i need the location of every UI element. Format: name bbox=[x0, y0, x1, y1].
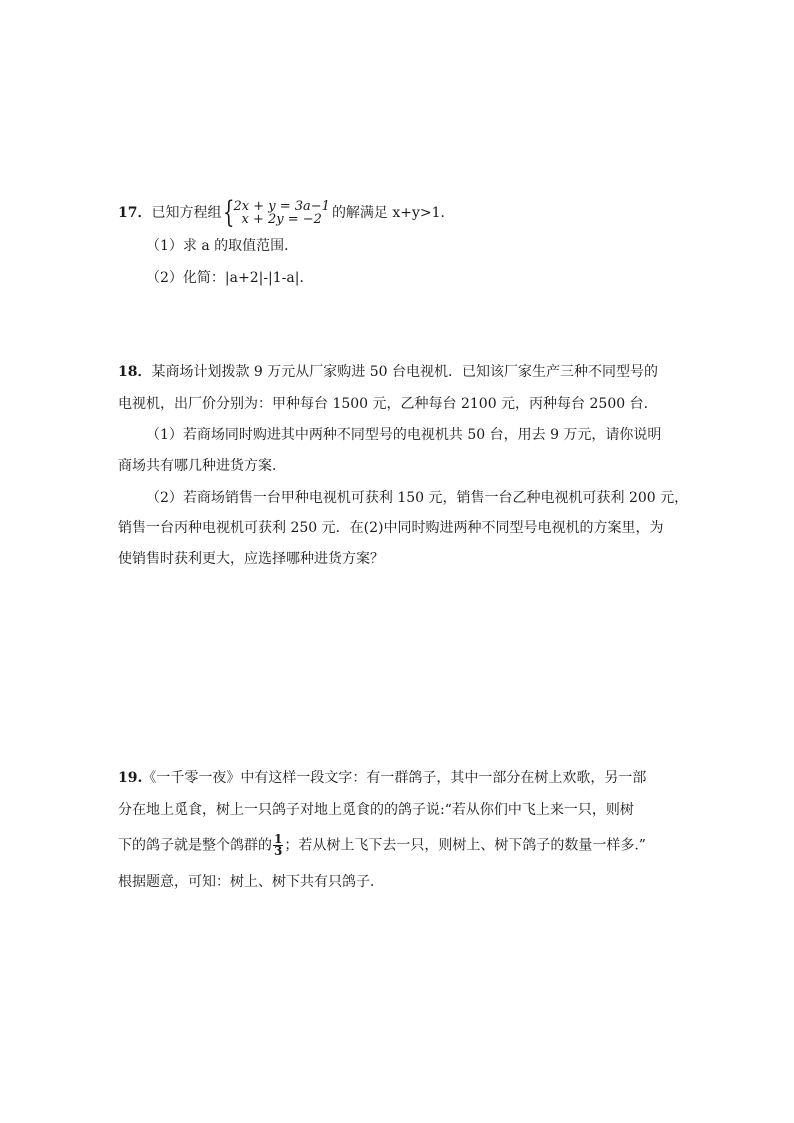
equation-2: x + 2y = −2 bbox=[241, 212, 322, 227]
brace-symbol: { bbox=[223, 195, 235, 230]
equation-system bbox=[223, 195, 330, 230]
q18-line2: 电视机，出厂价分别为：甲种每台 1500 元，乙种每台 2100 元，丙种每台 2500 台． bbox=[118, 396, 658, 412]
q17-number: 17． bbox=[118, 205, 152, 221]
q18-part2-line3: 使销售时获利更大，应选择哪种进货方案？ bbox=[118, 551, 384, 567]
q19-line3-post: ；若从树上飞下去一只，则树上、树下鸽子的数量一样多.” bbox=[284, 837, 646, 854]
q19-number: 19. bbox=[118, 770, 143, 786]
q19-line2: 分在地上觅食，树上一只鸽子对地上觅食的的鸽子说:“若从你们中飞上来一只，则树 bbox=[118, 802, 634, 818]
q18-line1-text: 某商场计划拨款 9 万元从厂家购进 50 台电视机．已知该厂家生产三种不同型号的 bbox=[151, 364, 659, 380]
q18-part2-line2: 销售一台丙种电视机可获利 250 元．在(2)中同时购进两种不同型号电视机的方案里，为 bbox=[118, 520, 664, 536]
q19-line3 bbox=[118, 834, 646, 857]
fraction-numerator: 1 bbox=[274, 832, 283, 846]
fraction-one-third bbox=[273, 834, 283, 857]
q19-line4: 根据题意，可知：树上、树下共有只鸽子． bbox=[118, 874, 384, 890]
q18-line1 bbox=[118, 362, 658, 382]
q19-line3-pre: 下的鸽子就是整个鸽群的 bbox=[118, 837, 272, 854]
q19-line1 bbox=[118, 768, 646, 788]
q18-number: 18． bbox=[118, 364, 152, 380]
q19-line1-text: 《一千零一夜》中有这样一段文字：有一群鸽子，其中一部分在树上欢歌，另一部 bbox=[142, 770, 647, 786]
q17-stem-pre: 已知方程组 bbox=[151, 205, 222, 221]
q18-part1-line2: 商场共有哪几种进货方案． bbox=[118, 458, 286, 474]
q17-part2: （2）化简：|a+2|-|1-a|． bbox=[146, 270, 314, 286]
q17-part1: （1）求 a 的取值范围． bbox=[146, 238, 299, 254]
q17-stem bbox=[118, 195, 455, 230]
q18-part2-line1: （2）若商场销售一台甲种电视机可获利 150 元，销售一台乙种电视机可获利 200 元， bbox=[146, 490, 689, 506]
fraction-denominator: 3 bbox=[274, 844, 283, 858]
q17-stem-post: 的解满足 x+y>1． bbox=[331, 205, 455, 221]
equation-1: 2x + y = 3a−1 bbox=[233, 199, 330, 214]
q18-part1-line1: （1）若商场同时购进其中两种不同型号的电视机共 50 台，用去 9 万元，请你说明 bbox=[146, 427, 662, 443]
